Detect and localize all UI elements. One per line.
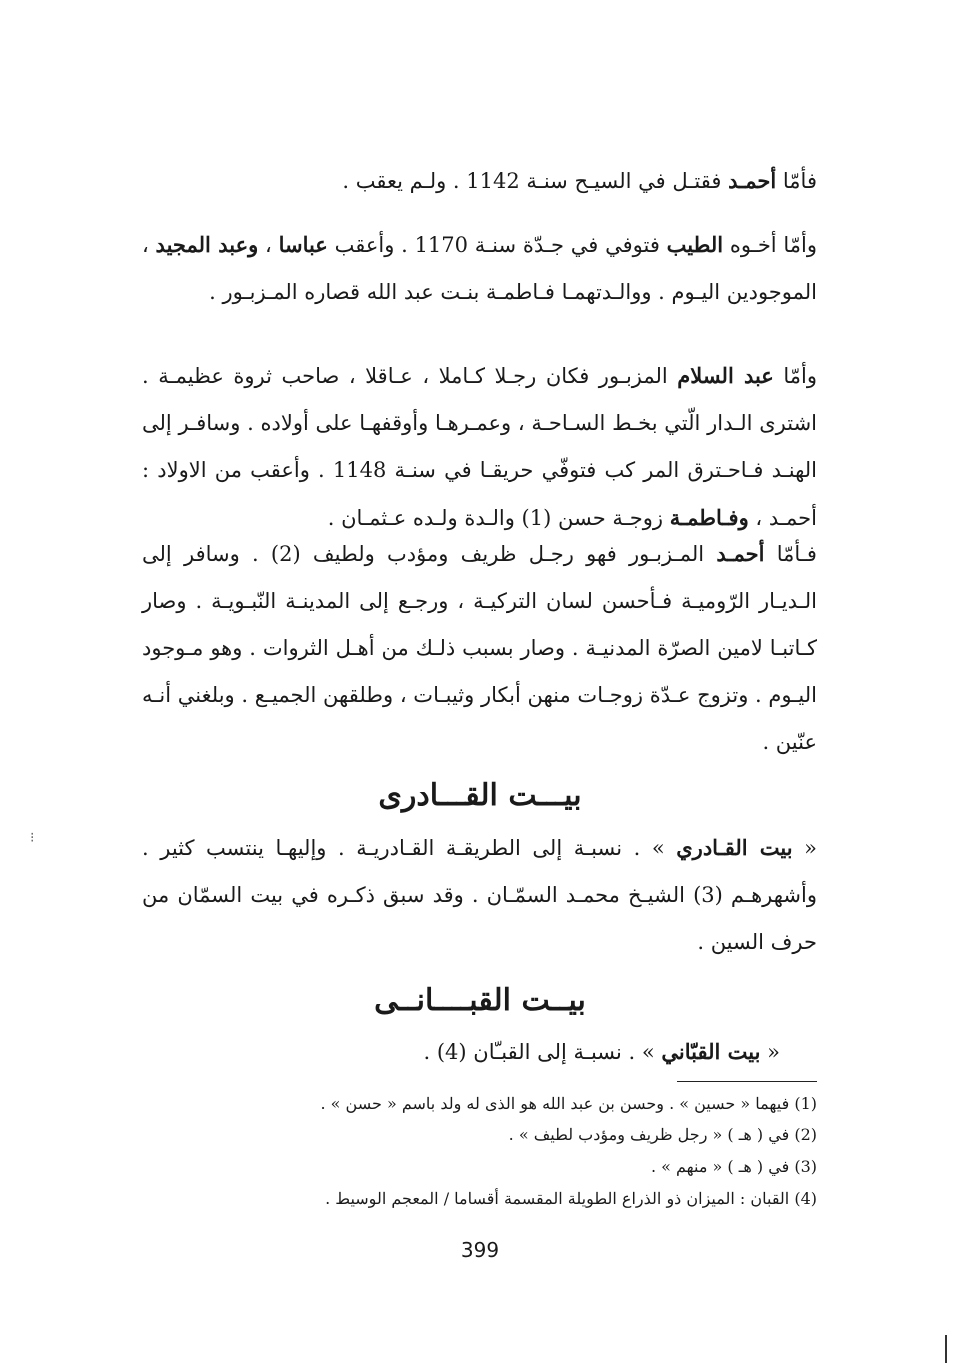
paragraph-4: فـأمّا أحمـد المـزبـور فهو رجـل ظريف ومؤدب ولطيف (2) . وسافر إلى الـديـار الرّوميـة فـأحسن لسان التركيـة ، ورجـع إلى المدينـة النّبـويـة . وصار كـاتبـا لامين الصرّة المدنيـة . وصار بسبب ذلـك من أهـل الثروات . وهو مـوجود اليـوم . وتزوج عـدّة زوجـات منهن أبكار وثيبـات ، وطلقهن الجميـع . وبلغني أنـه عنّين . bbox=[142, 541, 817, 754]
footnote-3: (3) في ( هـ ) « منهم » . bbox=[650, 1157, 817, 1176]
bold-name: وعبد المجيد bbox=[155, 232, 259, 257]
bold-name: أحمـد bbox=[716, 541, 765, 566]
section-body-qadiri: « بيت القـادري » . نسبـة إلى الطريقـة القـادريـة . وإليهـا ينتسب كثير . وأشهرهـم (3) الشيـخ محمـد السمّـان . وقد سبق ذكـره في بيت السمّان من حرف السين . bbox=[142, 835, 818, 954]
footnote-1: (1) فيهما « حسين » . وحسن بن عبد الله هو الذى له ولد باسم « حسن » . bbox=[320, 1094, 817, 1113]
paragraph-2: وأمّا أخـوه الطيب فتوفي في جـدّة سنـة 1170 . وأعقب عباسا ، وعبد المجيد ، الموجودين اليـوم . ووالـدتهمـا فـاطمـة بنـت عبد الله قصاره المـزبـور . bbox=[142, 232, 818, 304]
bold-name: أحمـد bbox=[728, 168, 777, 193]
margin-speck: ⁝ bbox=[30, 830, 35, 846]
bold-name: وفـاطمـة bbox=[669, 505, 749, 530]
footnote-2: (2) في ( هـ ) « رجل ظريف ومؤدب لطيف » . bbox=[508, 1125, 817, 1144]
bold-name: الطيب bbox=[666, 232, 724, 257]
page-number: 399 bbox=[460, 1238, 500, 1262]
section-body-qabbani: « بيت القبّاني » . نسبـة إلى القبـّان (4) . bbox=[423, 1039, 780, 1064]
bold-name: بيت القـادري bbox=[676, 835, 793, 860]
section-heading-qadiri: بيـــت القـــادرى bbox=[378, 778, 582, 813]
footnote-4: (4) القبان : الميزان ذو الذراع الطويلة المقسمة أقساما / المعجم الوسيط . bbox=[325, 1189, 817, 1208]
bold-name: عباسا bbox=[278, 232, 328, 257]
bold-name: بيت القبّاني bbox=[661, 1039, 761, 1064]
section-heading-qabbani: بيــت القبــــانــى bbox=[374, 983, 586, 1018]
scan-edge-line bbox=[945, 1335, 947, 1363]
footnote-separator bbox=[677, 1081, 817, 1082]
bold-name: عبد السلام bbox=[677, 363, 774, 388]
paragraph-1: فأمّا أحمـد فقتـل في السيـح سنـة 1142 . ولـم يعقب . bbox=[342, 168, 817, 193]
paragraph-3: وأمّا عبد السلام المزبـور فكان رجـلا كـاملا ، عـاقلا ، صاحب ثروة عظيمـة . اشترى الـدار الّتي بخـط السـاحـة ، وعمـرهـا وأوقفهـا على أولاده . وسافـر إلى الهنـد فـاحـترق المر كب فتوفّي حريقـا في سنـة 1148 . وأعقب من الاولاد : أحمـد ، وفـاطمـة زوجـة حسن (1) والـدة ولـده عـثمـان . bbox=[142, 363, 817, 530]
